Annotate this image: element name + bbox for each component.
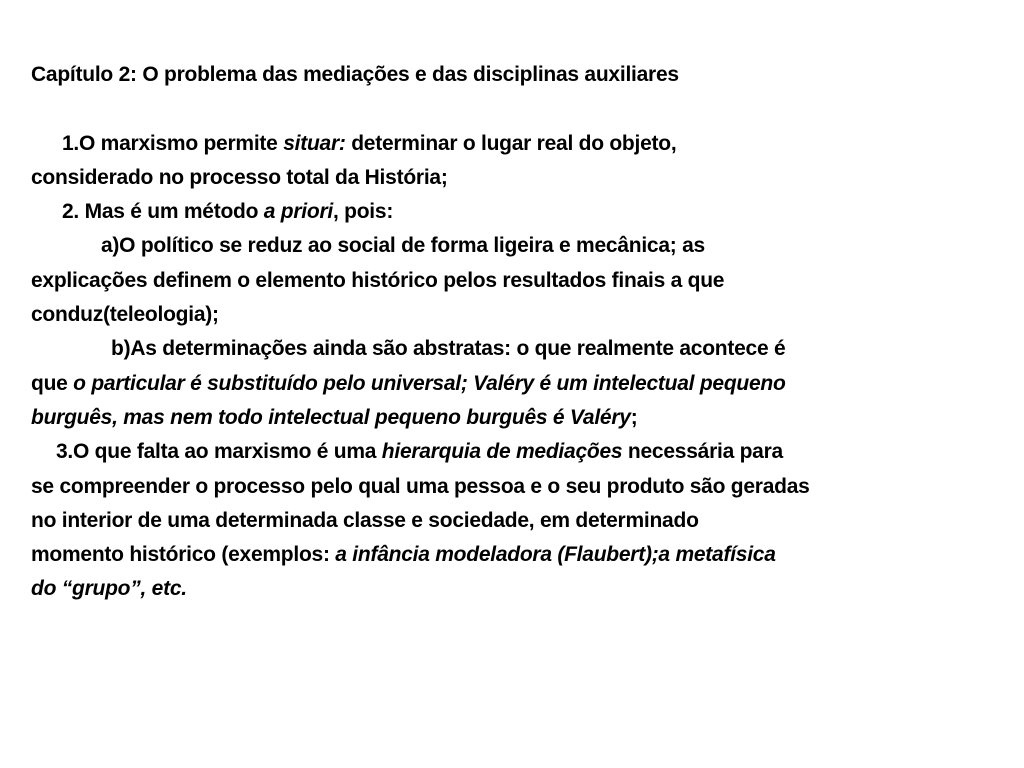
item-2b-line-3: burguês, mas nem todo intelectual pequeno burguês é Valéry; <box>31 405 638 429</box>
item-3-line-5 <box>31 572 971 606</box>
item-2a-line-2: explicações definem o elemento histórico pelos resultados finais a que <box>31 268 725 292</box>
item-3-emphasis-2: a infância modeladora (Flaubert);a metafísica <box>335 543 776 567</box>
item-2b-emphasis-2: burguês, mas nem todo intelectual pequeno burguês é Valéry <box>31 405 631 429</box>
item-1-line-2: considerado no processo total da História; <box>31 165 448 189</box>
item-3-emphasis-3: do “grupo”, etc. <box>31 577 187 601</box>
item-1-emphasis: situar: <box>283 131 346 155</box>
slide-text-body <box>31 58 971 607</box>
item-2-line-1: 2. Mas é um método a priori, pois: <box>62 200 394 224</box>
item-2b-line-1: b)As determinações ainda são abstratas: o que realmente acontece é <box>111 337 786 361</box>
blank-line <box>31 92 971 126</box>
item-2-emphasis: a priori <box>263 200 333 224</box>
item-2a-line-3: conduz(teleologia); <box>31 303 219 327</box>
item-2b-emphasis-1: o particular é substituído pelo universal; Valéry é um intelectual pequeno <box>73 371 786 395</box>
item-1-line-1: 1.O marxismo permite situar: determinar o lugar real do objeto, <box>62 131 677 155</box>
item-3-line-3: no interior de uma determinada classe e sociedade, em determinado <box>31 508 699 532</box>
item-3-line-4: momento histórico (exemplos: a infância modeladora (Flaubert);a metafísica <box>31 543 776 567</box>
item-3-line-1: 3.O que falta ao marxismo é uma hierarquia de mediações necessária para <box>56 440 783 464</box>
item-2a-line-1: a)O político se reduz ao social de forma ligeira e mecânica; as <box>101 234 705 258</box>
item-2b-line-2: que o particular é substituído pelo universal; Valéry é um intelectual pequeno <box>31 371 786 395</box>
item-3-line-2: se compreender o processo pelo qual uma pessoa e o seu produto são geradas <box>31 474 810 498</box>
item-3-emphasis-1: hierarquia de mediações <box>381 440 623 464</box>
chapter-title: Capítulo 2: O problema das mediações e das disciplinas auxiliares <box>31 63 679 86</box>
